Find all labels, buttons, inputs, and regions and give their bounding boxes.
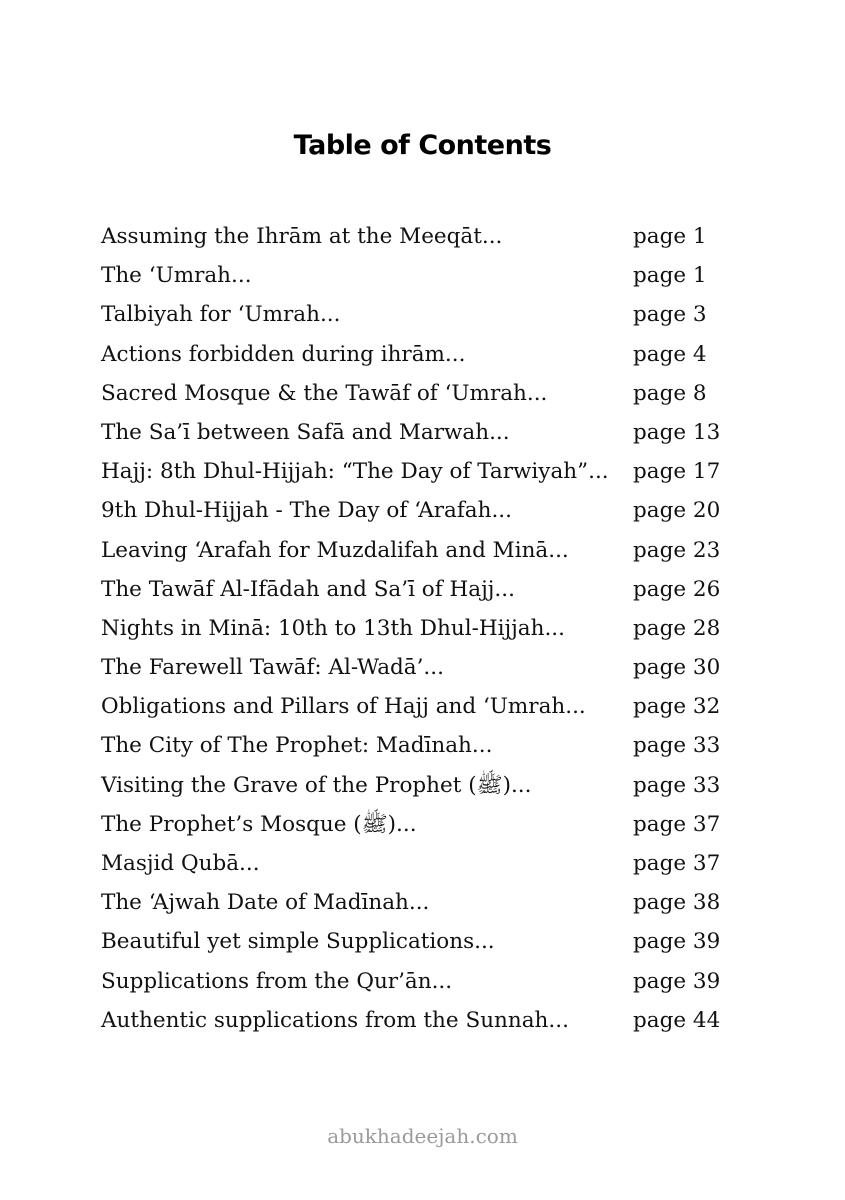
toc-entry-title: Supplications from the Qur’ān... <box>101 968 453 994</box>
toc-row <box>101 883 741 922</box>
toc-row <box>101 256 741 295</box>
toc-row <box>101 335 741 374</box>
toc-page-number: page 8 <box>633 380 707 406</box>
toc-row <box>101 687 741 726</box>
toc-page-number: page 33 <box>633 772 721 798</box>
toc-entry-title: Masjid Qubā... <box>101 851 260 876</box>
toc-page-number: page 37 <box>633 811 721 837</box>
toc-page-number: page 3 <box>633 302 707 328</box>
toc-page-number: page 39 <box>633 929 721 955</box>
toc-page-number: page 28 <box>633 615 721 641</box>
toc-row <box>101 609 741 648</box>
toc-row <box>101 531 741 570</box>
toc-row <box>101 413 741 452</box>
toc-row <box>101 295 741 334</box>
toc-page-number: page 13 <box>633 419 721 445</box>
footer-website: abukhadeejah.com <box>327 1124 518 1148</box>
toc-page-number: page 17 <box>633 459 721 485</box>
toc-entry-title: 9th Dhul-Hijjah - The Day of ‘Arafah... <box>101 498 512 524</box>
toc-entry-title: Assuming the Ihrām at the Meeqāt... <box>101 224 503 249</box>
toc-page-number: page 4 <box>633 341 707 367</box>
toc-entry-title: The Tawāf Al-Ifādah and Sa’ī of Hajj... <box>101 576 515 602</box>
toc-entry-title: Talbiyah for ‘Umrah... <box>101 302 341 328</box>
toc-row <box>101 1001 741 1040</box>
toc-page-number: page 1 <box>633 224 707 249</box>
toc-row <box>101 374 741 413</box>
toc-page-number: page 44 <box>633 1007 721 1033</box>
toc-entry-title: Hajj: 8th Dhul-Hijjah: “The Day of Tarwiyah”... <box>101 459 609 485</box>
toc-row <box>101 491 741 530</box>
toc-page-number: page 23 <box>633 537 721 563</box>
toc-row <box>101 962 741 1001</box>
toc-row <box>101 922 741 961</box>
toc-page-number: page 32 <box>633 694 721 720</box>
toc-entry-title: Beautiful yet simple Supplications... <box>101 929 495 955</box>
toc-page-number: page 20 <box>633 498 721 524</box>
toc-row <box>101 805 741 844</box>
toc-row <box>101 766 741 805</box>
toc-row <box>101 844 741 883</box>
toc-entry-title: The Prophet’s Mosque (ﷺ)... <box>101 811 417 837</box>
toc-entry-title: Sacred Mosque & the Tawāf of ‘Umrah... <box>101 380 548 406</box>
toc-page-number: page 37 <box>633 851 721 876</box>
toc-entry-title: Authentic supplications from the Sunnah... <box>101 1007 569 1033</box>
toc-entry-title: Obligations and Pillars of Hajj and ‘Umrah... <box>101 694 586 720</box>
toc-page-number: page 26 <box>633 576 721 602</box>
toc-page-number: page 38 <box>633 890 721 916</box>
toc-page-number: page 30 <box>633 655 721 681</box>
toc-row <box>101 570 741 609</box>
toc-row <box>101 648 741 687</box>
toc-entry-title: The ‘Ajwah Date of Madīnah... <box>101 890 430 916</box>
toc-entry-title: The Sa’ī between Safā and Marwah... <box>101 419 510 445</box>
toc-entry-title: The Farewell Tawāf: Al-Wadā’... <box>101 655 444 681</box>
toc-page-number: page 39 <box>633 968 721 994</box>
toc-row <box>101 726 741 765</box>
toc-row <box>101 217 741 256</box>
toc-entry-title: The ‘Umrah... <box>101 263 252 289</box>
toc-entry-title: Visiting the Grave of the Prophet (ﷺ)... <box>101 772 532 798</box>
toc-page-number: page 1 <box>633 263 707 289</box>
toc-entry-title: Nights in Minā: 10th to 13th Dhul-Hijjah... <box>101 615 565 641</box>
toc-entry-title: Actions forbidden during ihrām... <box>101 341 466 367</box>
toc-page-number: page 33 <box>633 733 721 759</box>
page-title: Table of Contents <box>293 130 552 161</box>
toc-entry-title: The City of The Prophet: Madīnah... <box>101 733 493 759</box>
table-of-contents <box>101 217 741 1040</box>
toc-entry-title: Leaving ‘Arafah for Muzdalifah and Minā... <box>101 537 569 563</box>
toc-row <box>101 452 741 491</box>
